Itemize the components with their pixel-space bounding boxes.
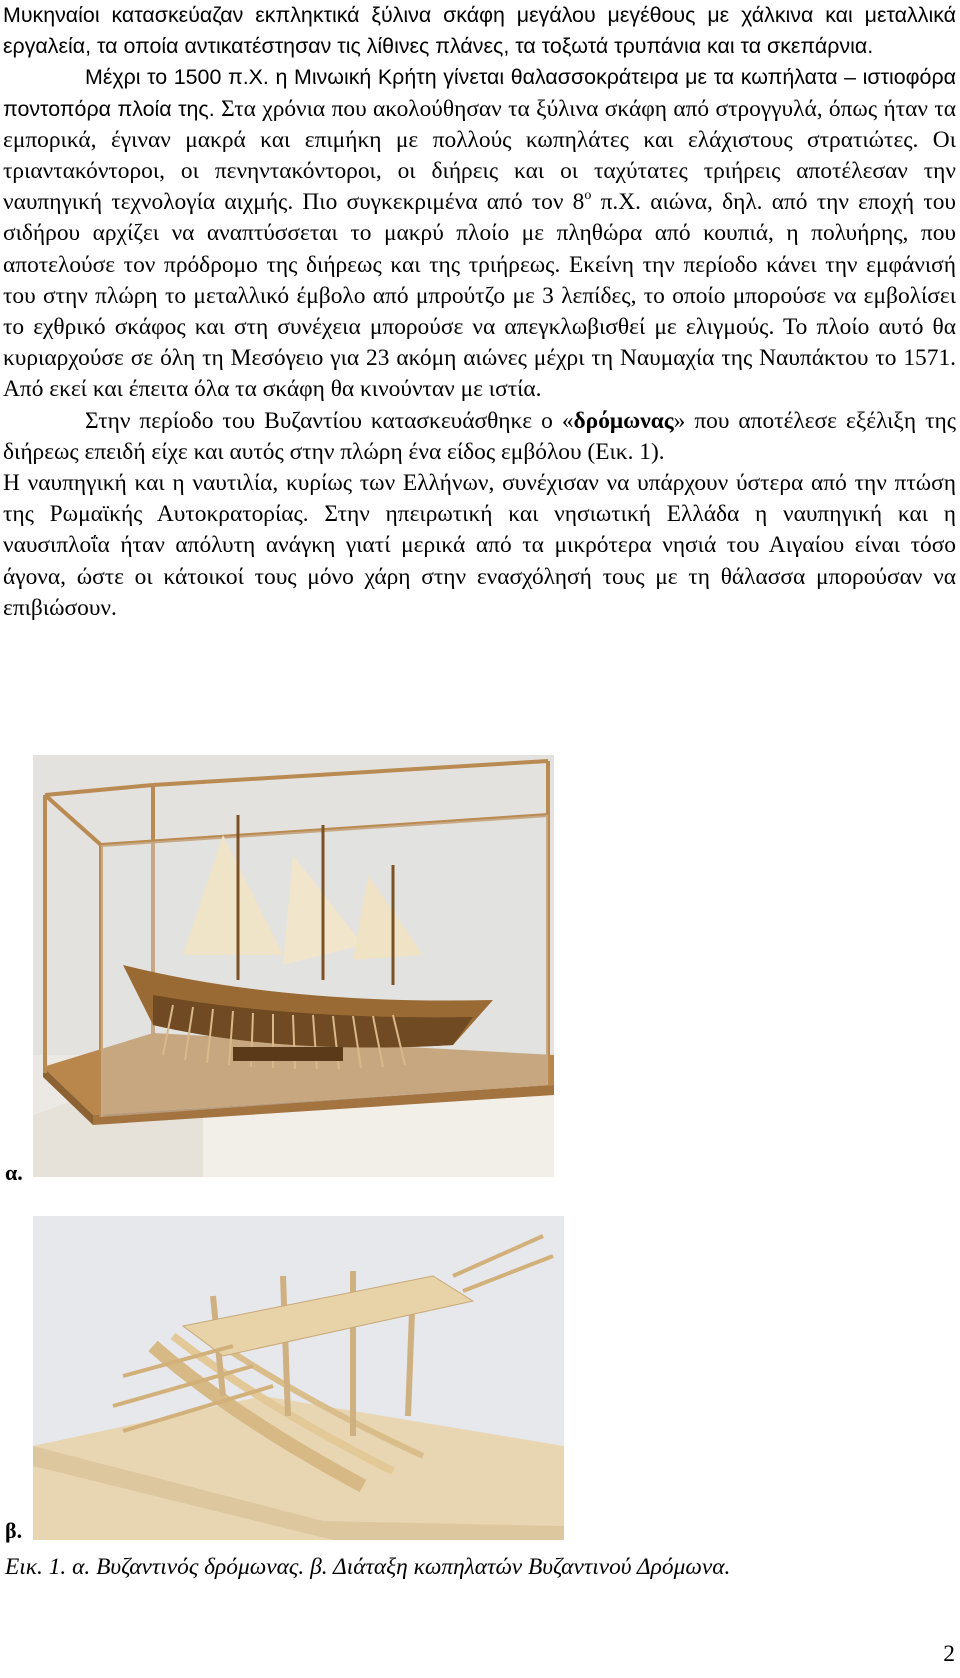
photo-dromon-model-in-case [33,755,554,1177]
page-number: 2 [943,1641,955,1667]
paragraph-2-text-b: Στα χρόνια που ακολούθησαν τα ξύλινα σκάφη από στρογγυλά, όπως ήταν τα εμπορικά, έγιναν μακρά και επιμήκη με πολλούς κωπηλάτες και ελάχιστους στρατιώτες. Οι τριαντακόντοροι, οι πενηντακόντοροι, οι διήρεις και οι ταχύτατες τριήρεις αποτέλεσαν την ναυπηγική τεχνολογία αιχμής. Πιο συγκεκριμένα από τον 8 [3,95,956,216]
paragraph-1-text: Μυκηναίοι κατασκεύαζαν εκπληκτικά ξύλινα σκάφη μεγάλου μεγέθους με χάλκινα και μεταλλικά εργαλεία, τα οποία αντικατέστησαν τις λίθινες πλάνες, τα τοξωτά τρυπάνια και τα σκεπάρνια. [3,3,956,59]
paragraph-4-text: Η ναυπηγική και η ναυτιλία, κυρίως των Ελλήνων, συνέχισαν να υπάρχουν ύστερα από την πτώση της Ρωμαϊκής Αυτοκρατορίας. Στην ηπειρωτική και νησιωτική Ελλάδα η ναυπηγική και η ναυσιπλοΐα ήταν απόλυτη ανάγκη γιατί μερικά από τα μικρότερα νησιά του Αιγαίου είναι τόσο άγονα, ώστε οι κάτοικοί τους μόνο χάρη στην ενασχόλησή τους με τη θάλασσα μπορούσαν να επιβιώσουν. [3,470,956,621]
rower-arrangement-illustration [33,1216,564,1540]
paragraph-3 [3,406,956,468]
paragraph-2-text-a: Μέχρι το 1500 π.Χ. η Μινωική Κρήτη γίνεται θαλασσοκράτειρα με τα κωπήλατα – ιστιοφόρα ποντοπόρα πλοία της. [3,65,956,121]
paragraph-3-text-a: Στην περίοδο του Βυζαντίου κατασκευάσθηκε ο « [85,407,574,434]
figure-label-b: β. [5,1518,23,1543]
paragraph-3-text-b: » που αποτέλεσε εξέλιξη της διήρεως επειδή είχε και αυτός στην πλώρη ένα είδος εμβόλου (Εικ. 1). [3,407,956,465]
photo-rower-arrangement-model [33,1216,564,1540]
figure-label-a: α. [5,1160,23,1185]
dromon-model-illustration [33,755,554,1177]
body-text [3,0,956,624]
paragraph-1 [3,0,956,62]
paragraph-2-text-c: π.Χ. αιώνα, δηλ. από την εποχή του σιδήρου αρχίζει να αναπτύσσεται το μακρύ πλοίο με πληθώρα από κουπιά, η πολυήρης, που αποτελούσε τον πρόδρομο της διήρεως και της τριήρεως. Εκείνη την περίοδο κάνει την εμφάνισή του στην πλώρη το μεταλλικό έμβολο από μπρούτζο με 3 λεπίδες, το οποίο μπορούσε να εμβολίσει το εχθρικό σκάφος και στη συνέχεια μπορούσε να απεγκλωβισθεί με ελιγμούς. Το πλοίο αυτό θα κυριαρχούσε σε όλη τη Μεσόγειο για 23 ακόμη αιώνες μέχρι τη Ναυμαχία της Ναυπάκτου το 1571. Από εκεί και έπειτα όλα τα σκάφη θα κινούνταν με ιστία. [3,189,956,403]
paragraph-4 [3,468,956,624]
paragraph-2 [3,62,956,405]
figure-caption: Εικ. 1. α. Βυζαντινός δρόμωνας. β. Διάταξη κωπηλατών Βυζαντινού Δρόμωνα. [5,1554,731,1580]
dromonas-bold: δρόμωνας [573,407,674,434]
superscript-o: ο [584,188,592,204]
